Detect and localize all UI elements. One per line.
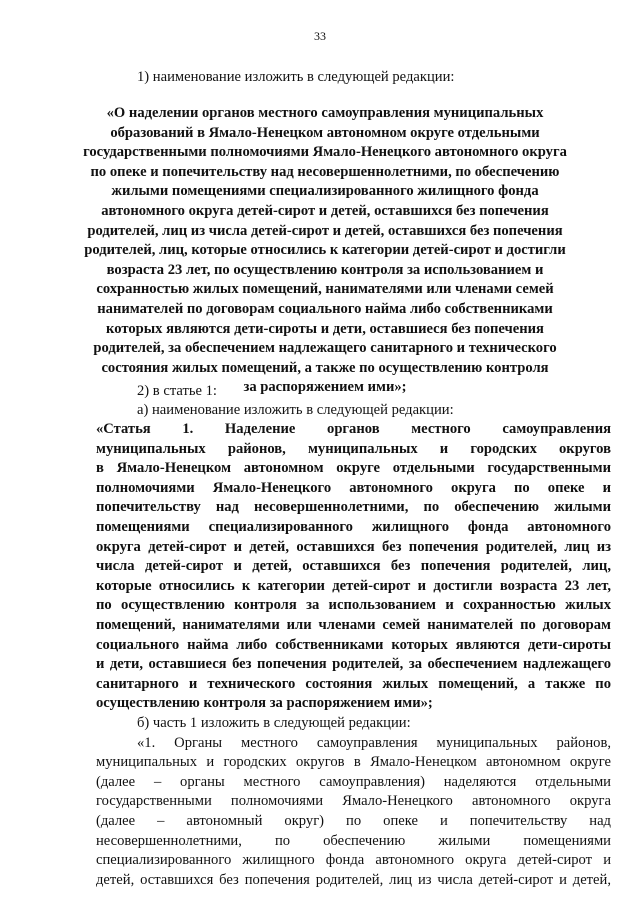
part1-line: несовершеннолетними, по обеспечению жилыми помещениями: [96, 832, 611, 849]
title-line: за распоряжением ими»;: [243, 379, 407, 396]
part1-line: детей, оставшихся без попечения родителей, лиц из числа детей-сирот и детей,: [96, 871, 611, 888]
part1-line: муниципальных и городских округов в Ямало-Ненецком автономном округе: [96, 754, 611, 771]
article-line: муниципальных районов, муниципальных и городских округов: [96, 440, 611, 457]
article-line: и дети, оставшиеся без попечения родителей, за обеспечением надлежащего: [96, 656, 611, 673]
title-line: «О наделении органов местного самоуправления муниципальных: [106, 105, 544, 121]
article-line: числа детей-сирот и детей, оставшихся без попечения родителей, лиц,: [96, 558, 611, 575]
item-2a-instruction: а) наименование изложить в следующей редакции:: [137, 402, 454, 418]
item-2b-instruction: б) часть 1 изложить в следующей редакции:: [137, 715, 411, 731]
article-line: в Ямало-Ненецком автономном округе отдельными государственными: [96, 460, 611, 477]
title-line: родителей, лиц из числа детей-сирот и детей, оставшихся без попечения: [87, 222, 563, 239]
article-line: полномочиями Ямало-Ненецкого автономного округа по опеке и: [96, 479, 611, 496]
article-line: помещениями специализированного жилищного фонда автономного: [96, 519, 611, 535]
article-line: которые относились к категории детей-сирот и достигли возраста 23 лет,: [96, 577, 611, 594]
part1-line: специализированного жилищного фонда автономного округа детей-сирот и: [96, 852, 611, 869]
part1-line: (далее – автономный округ) по опеке и попечительству над: [96, 813, 611, 829]
article-line: социального найма либо собственниками которых являются дети-сироты: [96, 636, 611, 653]
title-line: родителей, лиц, которые относились к категории детей-сирот и достигли: [84, 242, 566, 259]
part1-line: государственными полномочиями Ямало-Ненецкого автономного округа: [96, 793, 611, 810]
title-line: по опеке и попечительству над несовершеннолетними, по обеспечению: [90, 163, 560, 180]
item-1-instruction: 1) наименование изложить в следующей редакции:: [137, 69, 455, 85]
page-number: 33: [314, 29, 326, 43]
title-line: сохранностью жилых помещений, нанимателями или членами семей: [96, 281, 554, 298]
title-line: возраста 23 лет, по осуществлению контроля за использованием и: [106, 261, 544, 278]
article-line: «Статья 1. Наделение органов местного самоуправления: [96, 421, 611, 437]
item-2-instruction: 2) в статье 1:: [137, 383, 217, 399]
part1-line: (далее – органы местного самоуправления) наделяются отдельными: [96, 773, 611, 790]
title-line: жилыми помещениями специализированного жилищного фонда: [111, 183, 539, 200]
title-line: автономного округа детей-сирот и детей, оставшихся без попечения: [101, 203, 549, 219]
title-line: образований в Ямало-Ненецком автономном округе отдельными: [110, 124, 540, 141]
part1-line: «1. Органы местного самоуправления муниципальных районов,: [137, 734, 611, 751]
title-line: родителей, за обеспечением надлежащего санитарного и технического: [93, 340, 557, 357]
title-line: государственными полномочиями Ямало-Ненецкого автономного округа: [83, 144, 567, 161]
article-line: помещений, нанимателями или членами семей нанимателей по договорам: [96, 617, 611, 633]
title-line: состояния жилых помещений, а также по осуществлению контроля: [101, 359, 549, 376]
article-line: по осуществлению контроля за использованием и сохранностью жилых: [96, 597, 611, 614]
title-line: нанимателей по договорам социального найма либо собственниками: [97, 301, 553, 317]
article-line-last: осуществлению контроля за распоряжением ими»;: [96, 695, 433, 712]
article-line: попечительству над несовершеннолетними, по обеспечению жилыми: [96, 499, 611, 516]
article-line: санитарного и технического состояния жилых помещений, а также по: [96, 675, 611, 692]
article-line: округа детей-сирот и детей, оставшихся без попечения родителей, лиц из: [96, 538, 611, 555]
title-line: которых являются дети-сироты и дети, оставшиеся без попечения: [106, 320, 544, 337]
